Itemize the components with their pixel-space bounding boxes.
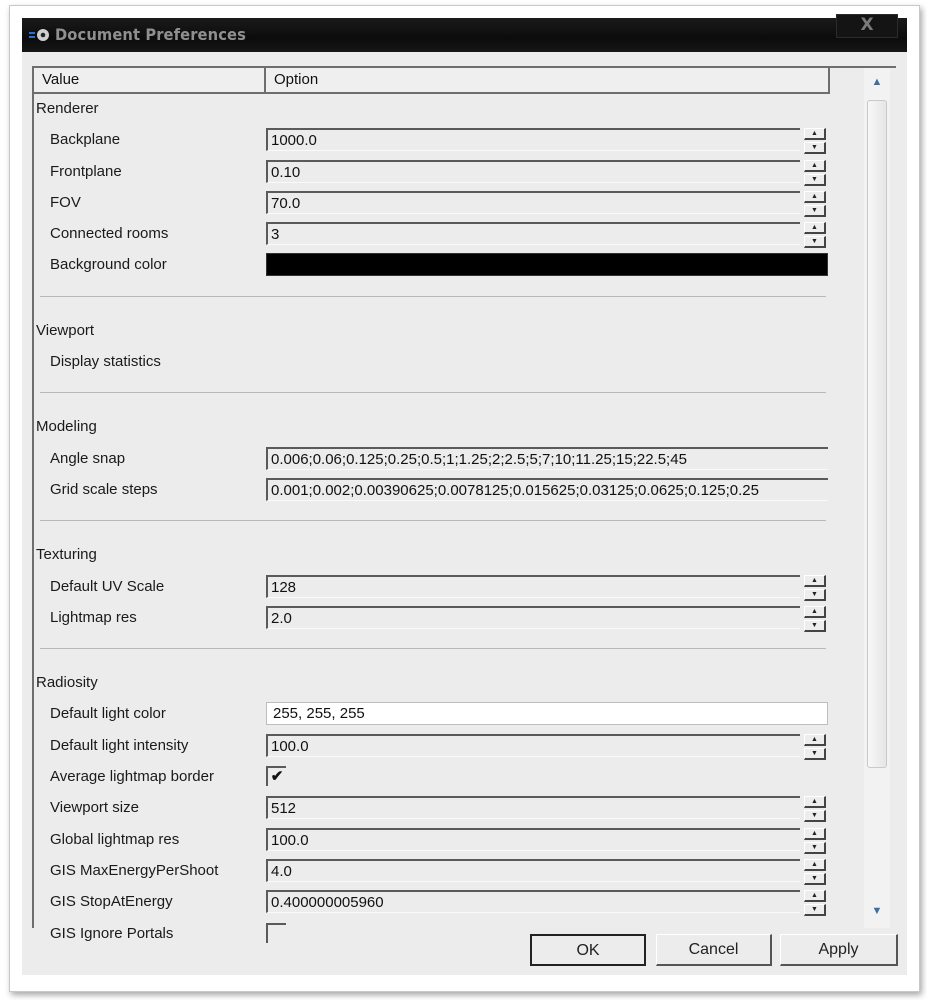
spin-up-button[interactable]: ▲ bbox=[804, 222, 826, 234]
gis-ignore-portals-checkbox[interactable] bbox=[266, 923, 286, 943]
column-header bbox=[34, 68, 830, 94]
spin-down-button[interactable]: ▼ bbox=[804, 842, 826, 854]
global-lightmap-res-spinner bbox=[804, 828, 828, 855]
column-header-option[interactable]: Option bbox=[274, 71, 319, 88]
spin-up-button[interactable]: ▲ bbox=[804, 859, 826, 871]
property-row-background-color bbox=[34, 250, 834, 281]
spin-up-button[interactable]: ▲ bbox=[804, 191, 826, 203]
viewport-size-spinner bbox=[804, 796, 828, 823]
gis-stop-at-energy-spinner bbox=[804, 890, 828, 917]
section-separator bbox=[34, 506, 834, 540]
fov-input[interactable]: 70.0 bbox=[266, 191, 800, 214]
property-row-default-light-color bbox=[34, 699, 834, 730]
property-row-grid-scale-steps bbox=[34, 475, 834, 506]
document-preferences-dialog bbox=[22, 15, 907, 975]
property-row-lightmap-res bbox=[34, 603, 834, 634]
connected-rooms-input[interactable]: 3 bbox=[266, 222, 800, 245]
connected-rooms-spinner bbox=[804, 222, 828, 249]
window-title: Document Preferences bbox=[55, 25, 246, 44]
spin-down-button[interactable]: ▼ bbox=[804, 174, 826, 186]
property-row-gis-max-energy-per-shoot bbox=[34, 856, 834, 887]
property-label: Connected rooms bbox=[50, 225, 169, 243]
column-divider[interactable] bbox=[264, 68, 266, 92]
spin-down-button[interactable]: ▼ bbox=[804, 620, 826, 632]
vertical-scrollbar[interactable] bbox=[864, 68, 890, 928]
property-label: Default light color bbox=[50, 705, 166, 723]
property-label: Display statistics bbox=[50, 353, 161, 371]
frontplane-spinner bbox=[804, 160, 828, 187]
column-header-value[interactable]: Value bbox=[42, 71, 80, 88]
spin-up-button[interactable]: ▲ bbox=[804, 160, 826, 172]
property-row-default-uv-scale bbox=[34, 572, 834, 603]
property-row-backplane bbox=[34, 125, 834, 156]
default-uv-scale-input[interactable]: 128 bbox=[266, 575, 800, 598]
property-label: Lightmap res bbox=[50, 608, 137, 626]
property-row-default-light-intensity bbox=[34, 731, 834, 762]
category-label: Modeling bbox=[36, 418, 97, 436]
background-color-swatch[interactable] bbox=[266, 253, 828, 276]
property-label: GIS StopAtEnergy bbox=[50, 893, 173, 911]
ok-button[interactable]: OK bbox=[530, 934, 646, 966]
average-lightmap-border-checkbox[interactable]: ✔ bbox=[266, 766, 286, 786]
category-label: Radiosity bbox=[36, 674, 98, 692]
property-label: Viewport size bbox=[50, 799, 139, 817]
category-radiosity[interactable] bbox=[34, 668, 834, 699]
property-label: GIS MaxEnergyPerShoot bbox=[50, 861, 219, 879]
angle-snap-input[interactable]: 0.006;0.06;0.125;0.25;0.5;1;1.25;2;2.5;5;7;10;11.25;15;22.5;45 bbox=[266, 447, 828, 470]
spin-down-button[interactable]: ▼ bbox=[804, 810, 826, 822]
spin-down-button[interactable]: ▼ bbox=[804, 589, 826, 601]
global-lightmap-res-input[interactable]: 100.0 bbox=[266, 828, 800, 851]
scrollbar-thumb[interactable] bbox=[867, 100, 887, 768]
close-button[interactable]: X bbox=[836, 14, 898, 38]
property-row-angle-snap bbox=[34, 444, 834, 475]
lightmap-res-input[interactable]: 2.0 bbox=[266, 606, 800, 629]
category-renderer[interactable] bbox=[34, 94, 834, 125]
spin-down-button[interactable]: ▼ bbox=[804, 873, 826, 885]
spin-down-button[interactable]: ▼ bbox=[804, 904, 826, 916]
spin-up-button[interactable]: ▲ bbox=[804, 796, 826, 808]
scroll-down-arrow-icon[interactable]: ▼ bbox=[871, 905, 883, 917]
spin-down-button[interactable]: ▼ bbox=[804, 236, 826, 248]
property-label: Global lightmap res bbox=[50, 830, 180, 848]
property-row-fov bbox=[34, 188, 834, 219]
spin-up-button[interactable]: ▲ bbox=[804, 734, 826, 746]
property-label: Default light intensity bbox=[50, 736, 189, 754]
section-separator bbox=[34, 634, 834, 668]
property-label: Backplane bbox=[50, 131, 121, 149]
spin-down-button[interactable]: ▼ bbox=[804, 748, 826, 760]
viewport-size-input[interactable]: 512 bbox=[266, 796, 800, 819]
spin-down-button[interactable]: ▼ bbox=[804, 142, 826, 154]
property-row-average-lightmap-border bbox=[34, 762, 834, 793]
spin-up-button[interactable]: ▲ bbox=[804, 828, 826, 840]
property-label: Angle snap bbox=[50, 449, 126, 467]
fov-spinner bbox=[804, 191, 828, 218]
default-light-color-input[interactable]: 255, 255, 255 bbox=[266, 702, 828, 725]
spin-up-button[interactable]: ▲ bbox=[804, 890, 826, 902]
property-row-global-lightmap-res bbox=[34, 825, 834, 856]
property-rows bbox=[34, 94, 834, 950]
property-label: Background color bbox=[50, 256, 167, 274]
scroll-up-arrow-icon[interactable]: ▲ bbox=[871, 76, 883, 88]
gis-max-energy-per-shoot-spinner bbox=[804, 859, 828, 886]
property-row-viewport-size bbox=[34, 793, 834, 824]
gis-max-energy-per-shoot-input[interactable]: 4.0 bbox=[266, 859, 800, 882]
apply-button[interactable]: Apply bbox=[780, 934, 898, 966]
category-viewport[interactable] bbox=[34, 316, 834, 347]
backplane-input[interactable]: 1000.0 bbox=[266, 128, 800, 151]
spin-down-button[interactable]: ▼ bbox=[804, 205, 826, 217]
category-modeling[interactable] bbox=[34, 412, 834, 443]
property-label: Average lightmap border bbox=[50, 768, 214, 786]
gear-icon bbox=[29, 27, 51, 43]
default-light-intensity-input[interactable]: 100.0 bbox=[266, 734, 800, 757]
category-label: Texturing bbox=[36, 546, 97, 564]
section-separator bbox=[34, 378, 834, 412]
property-row-gis-stop-at-energy bbox=[34, 887, 834, 918]
grid-scale-steps-input[interactable]: 0.001;0.002;0.00390625;0.0078125;0.015625;0.03125;0.0625;0.125;0.25 bbox=[266, 478, 828, 501]
category-label: Renderer bbox=[36, 100, 99, 117]
property-label: Grid scale steps bbox=[50, 480, 158, 498]
frontplane-input[interactable]: 0.10 bbox=[266, 160, 800, 183]
property-row-connected-rooms bbox=[34, 219, 834, 250]
cancel-button[interactable]: Cancel bbox=[656, 934, 772, 966]
spin-up-button[interactable]: ▲ bbox=[804, 575, 826, 587]
category-label: Viewport bbox=[36, 321, 95, 339]
default-light-intensity-spinner bbox=[804, 734, 828, 761]
backplane-spinner bbox=[804, 128, 828, 155]
spin-up-button[interactable]: ▲ bbox=[804, 128, 826, 140]
property-grid bbox=[32, 66, 896, 942]
default-uv-scale-spinner bbox=[804, 575, 828, 602]
section-separator bbox=[34, 282, 834, 316]
gis-stop-at-energy-input[interactable]: 0.400000005960 bbox=[266, 890, 800, 913]
column-divider[interactable] bbox=[828, 68, 830, 92]
title-bar bbox=[22, 15, 907, 52]
property-row-frontplane bbox=[34, 157, 834, 188]
property-label: Frontplane bbox=[50, 162, 122, 180]
property-label: GIS Ignore Portals bbox=[50, 924, 174, 942]
property-row-display-statistics[interactable] bbox=[34, 347, 834, 378]
lightmap-res-spinner bbox=[804, 606, 828, 633]
spin-up-button[interactable]: ▲ bbox=[804, 606, 826, 618]
category-texturing[interactable] bbox=[34, 540, 834, 571]
property-label: Default UV Scale bbox=[50, 577, 165, 595]
property-label: FOV bbox=[50, 193, 81, 211]
